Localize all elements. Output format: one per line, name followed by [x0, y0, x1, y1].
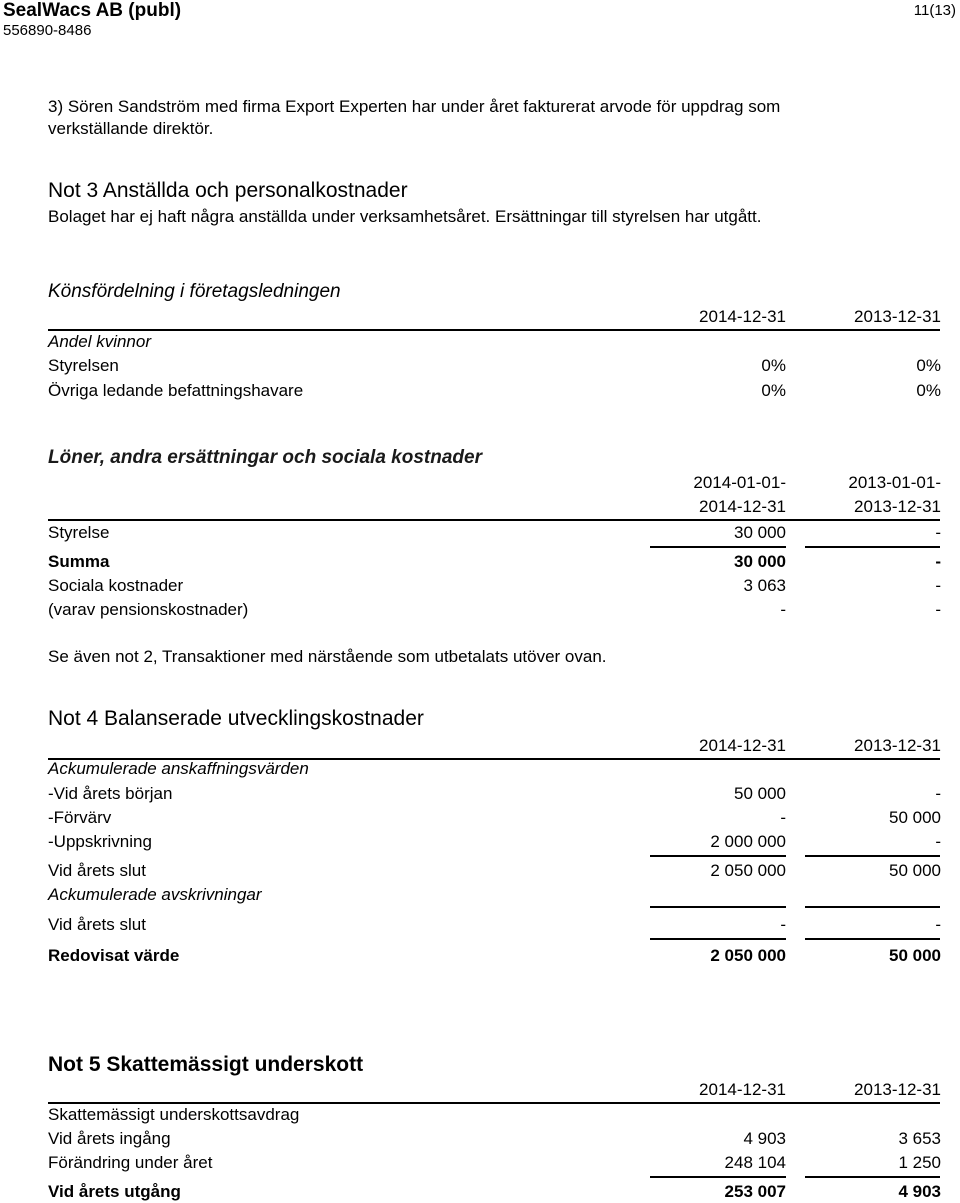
note4-title: Not 4 Balanserade utvecklingskostnader [48, 707, 424, 730]
note4-col2: 2013-12-31 [854, 736, 941, 755]
note4-row-v1: 2 050 000 [710, 861, 786, 880]
gender-col2: 2013-12-31 [854, 307, 941, 326]
gender-row-v2: 0% [916, 356, 941, 375]
salaries-row-v1: 30 000 [734, 523, 786, 542]
note4-row-v1: 50 000 [734, 784, 786, 803]
note5-subheading: Skattemässigt underskottsavdrag [48, 1105, 300, 1124]
page-number: 11(13) [913, 2, 956, 19]
gender-divider [48, 329, 940, 331]
gender-row-v1: 0% [761, 356, 786, 375]
note3-text: Bolaget har ej haft några anställda under verksamhetsåret. Ersättningar till styrelsen har utgått. [48, 207, 762, 226]
subtotal-line [805, 938, 940, 940]
company-name: SealWacs AB (publ) [3, 0, 182, 21]
note4-total-v1: 2 050 000 [710, 946, 786, 965]
note4-total-label: Redovisat värde [48, 946, 180, 965]
salaries-divider [48, 519, 940, 521]
salaries-sum-v1: 30 000 [734, 552, 786, 571]
note5-row-v1: 248 104 [724, 1153, 786, 1172]
subtotal-line [805, 546, 940, 548]
note4-row-v2: 50 000 [889, 861, 941, 880]
salaries-sum-v2: - [935, 552, 941, 571]
note5-col2: 2013-12-31 [854, 1080, 941, 1099]
gender-row-v1: 0% [761, 381, 786, 400]
note4-subheading-1: Ackumulerade anskaffningsvärden [48, 759, 309, 778]
salaries-heading: Löner, andra ersättningar och sociala kostnader [48, 447, 482, 468]
note4-col1: 2014-12-31 [699, 736, 786, 755]
note5-row-v1: 4 903 [743, 1129, 786, 1148]
salaries-row-v2: - [935, 576, 941, 595]
note4-total-v2: 50 000 [889, 946, 941, 965]
note5-total-v1: 253 007 [724, 1182, 786, 1201]
org-number: 556890-8486 [3, 22, 92, 39]
salaries-row-v1: - [780, 600, 786, 619]
note4-row-v1: 2 000 000 [710, 832, 786, 851]
gender-row-v2: 0% [916, 381, 941, 400]
note5-total-v2: 4 903 [898, 1182, 941, 1201]
subtotal-line [805, 855, 940, 857]
note4-subheading-2: Ackumulerade avskrivningar [48, 885, 262, 904]
salaries-row-v1: 3 063 [743, 576, 786, 595]
gender-subheading: Andel kvinnor [48, 332, 152, 351]
note4-row-label: Vid årets slut [48, 861, 146, 880]
subtotal-line [650, 938, 786, 940]
note4-row-label: -Uppskrivning [48, 832, 152, 851]
salaries-row-v2: - [935, 600, 941, 619]
salaries-footnote: Se även not 2, Transaktioner med närstående som utbetalats utöver ovan. [48, 647, 607, 666]
salaries-col1-to: 2014-12-31 [699, 497, 786, 516]
subtotal-line [805, 1176, 940, 1178]
salaries-row-label: Sociala kostnader [48, 576, 184, 595]
note4-row-label: -Förvärv [48, 808, 112, 827]
salaries-col2-to: 2013-12-31 [854, 497, 941, 516]
subtotal-line [650, 1176, 786, 1178]
subtotal-line [650, 906, 786, 908]
subtotal-line [650, 855, 786, 857]
note5-row-v2: 1 250 [898, 1153, 941, 1172]
salaries-col1-from: 2014-01-01- [693, 473, 786, 492]
gender-heading: Könsfördelning i företagsledningen [48, 281, 341, 302]
note4-row-label: Vid årets slut [48, 915, 146, 934]
note4-row-v1: - [780, 808, 786, 827]
salaries-col2-from: 2013-01-01- [848, 473, 941, 492]
note4-row-v2: - [935, 784, 941, 803]
note4-row-label: -Vid årets början [48, 784, 173, 803]
note5-title: Not 5 Skattemässigt underskott [48, 1053, 364, 1076]
note4-row-v1: - [780, 915, 786, 934]
salaries-row-label: Styrelse [48, 523, 110, 542]
note5-row-label: Förändring under året [48, 1153, 213, 1172]
gender-col1: 2014-12-31 [699, 307, 786, 326]
salaries-sum-label: Summa [48, 552, 110, 571]
note4-row-v2: - [935, 832, 941, 851]
note5-total-label: Vid årets utgång [48, 1182, 181, 1201]
salaries-row-v2: - [935, 523, 941, 542]
salaries-row-label: (varav pensionskostnader) [48, 600, 249, 619]
note4-row-v2: 50 000 [889, 808, 941, 827]
note4-row-v2: - [935, 915, 941, 934]
gender-row-label: Övriga ledande befattningshavare [48, 381, 304, 400]
gender-row-label: Styrelsen [48, 356, 119, 375]
note5-row-label: Vid årets ingång [48, 1129, 171, 1148]
note3-title: Not 3 Anställda och personalkostnader [48, 179, 408, 202]
subtotal-line [650, 546, 786, 548]
note5-col1: 2014-12-31 [699, 1080, 786, 1099]
intro-line-2: verkställande direktör. [48, 119, 214, 138]
note5-row-v2: 3 653 [898, 1129, 941, 1148]
intro-line-1: 3) Sören Sandström med firma Export Experten har under året fakturerat arvode för uppdrag som [48, 97, 781, 116]
subtotal-line [805, 906, 940, 908]
